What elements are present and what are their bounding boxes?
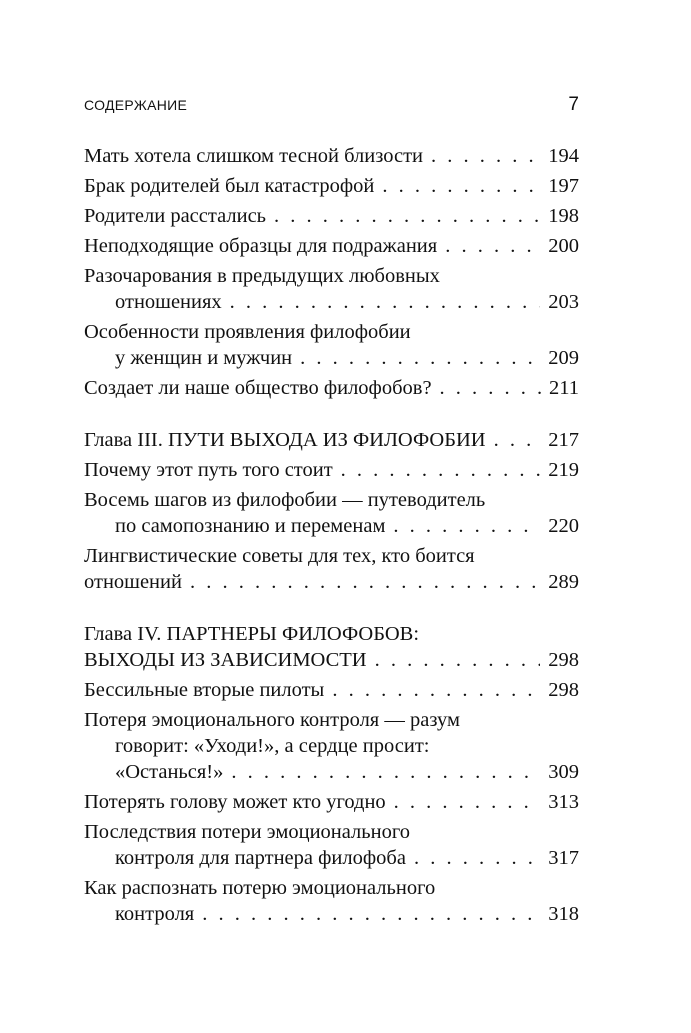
leader-dots [230, 289, 541, 315]
toc-entry-page: 197 [548, 175, 579, 197]
leader-dots [431, 143, 540, 169]
toc-entry-page: 220 [548, 515, 579, 537]
toc-entry[interactable] [84, 173, 579, 199]
leader-dots [274, 203, 540, 229]
toc-entry-title: Как распознать потерю эмоционального [84, 877, 436, 899]
leader-dots [300, 345, 540, 371]
toc-entry-page: 298 [548, 679, 579, 701]
toc-entry-page: 217 [548, 429, 579, 451]
toc-entry[interactable] [84, 543, 579, 595]
toc-entry-title-continued: у женщин и мужчин [115, 347, 293, 369]
toc-entry-title: Разочарования в предыдущих любовных [84, 265, 440, 287]
leader-dots [394, 789, 541, 815]
toc-chapter-title: Глава III. ПУТИ ВЫХОДА ИЗ ФИЛОФОБИИ [84, 429, 486, 451]
leader-dots [190, 569, 540, 595]
toc-chapter-entry[interactable] [84, 621, 579, 673]
toc-entry-title: Бессильные вторые пилоты [84, 679, 325, 701]
toc-entry[interactable] [84, 203, 579, 229]
toc-entry-title: Особенности проявления филофобии [84, 321, 411, 343]
toc-entry[interactable] [84, 487, 579, 539]
toc-entry-title: Лингвистические советы для тех, кто боится [84, 545, 475, 567]
toc-entry-title-continued: говорит: «Уходи!», а сердце просит: [115, 735, 430, 757]
toc-entry-title-continued: «Останься!» [115, 761, 224, 783]
leader-dots [202, 901, 540, 927]
toc-entry-title: Мать хотела слишком тесной близости [84, 145, 424, 167]
toc-chapter-title-continued: ВЫХОДЫ ИЗ ЗАВИСИМОСТИ [84, 649, 367, 671]
toc-entry-title: Потеря эмоционального контроля — разум [84, 709, 460, 731]
toc-entry-page: 289 [548, 571, 579, 593]
toc-chapter-entry[interactable] [84, 427, 579, 453]
leader-dots [414, 845, 540, 871]
leader-dots [231, 759, 540, 785]
toc-entry-page: 313 [548, 791, 579, 813]
toc-entry[interactable] [84, 875, 579, 927]
toc-entry[interactable] [84, 375, 579, 401]
toc-entry-page: 317 [548, 847, 579, 869]
toc-entry-page: 309 [548, 761, 579, 783]
leader-dots [382, 173, 540, 199]
toc-entry[interactable] [84, 707, 579, 785]
running-title: СОДЕРЖАНИЕ [84, 97, 188, 113]
toc-entry[interactable] [84, 319, 579, 371]
toc-entry-title-continued: отношений [84, 571, 182, 593]
toc-entry[interactable] [84, 263, 579, 315]
toc-entry[interactable] [84, 233, 579, 259]
toc-entry-title-continued: отношениях [115, 291, 222, 313]
leader-dots [332, 677, 540, 703]
toc-entry[interactable] [84, 789, 579, 815]
toc-entry-title-continued: контроля [115, 903, 195, 925]
toc-entry-title: Брак родителей был катастрофой [84, 175, 375, 197]
leader-dots [494, 427, 541, 453]
toc-entry-title-continued: контроля для партнера филофоба [115, 847, 406, 869]
leader-dots [341, 457, 541, 483]
leader-dots [375, 647, 541, 673]
toc-entry-title: Создает ли наше общество филофобов? [84, 377, 432, 399]
toc-entry-title-continued: по самопознанию и переменам [115, 515, 386, 537]
toc-entry[interactable] [84, 677, 579, 703]
toc-entry-title: Восемь шагов из филофобии — путеводитель [84, 489, 486, 511]
toc-entry-title: Родители расстались [84, 205, 267, 227]
toc-entry[interactable] [84, 457, 579, 483]
toc-entry-page: 203 [548, 291, 579, 313]
table-of-contents [84, 143, 579, 927]
toc-entry-page: 211 [549, 377, 579, 399]
toc-entry-page: 209 [548, 347, 579, 369]
toc-entry-title: Последствия потери эмоционального [84, 821, 410, 843]
leader-dots [445, 233, 540, 259]
page-header [84, 94, 579, 116]
toc-entry-page: 200 [548, 235, 579, 257]
toc-entry-page: 219 [548, 459, 579, 481]
toc-entry-page: 198 [548, 205, 579, 227]
toc-entry[interactable] [84, 819, 579, 871]
toc-entry[interactable] [84, 143, 579, 169]
toc-entry-title: Почему этот путь того стоит [84, 459, 333, 481]
toc-entry-page: 298 [548, 649, 579, 671]
toc-entry-page: 194 [548, 145, 579, 167]
toc-entry-title: Потерять голову может кто угодно [84, 791, 386, 813]
toc-chapter-title: Глава IV. ПАРТНЕРЫ ФИЛОФОБОВ: [84, 623, 420, 645]
toc-entry-title: Неподходящие образцы для подражания [84, 235, 438, 257]
leader-dots [440, 375, 541, 401]
page-number: 7 [568, 94, 579, 115]
toc-entry-page: 318 [548, 903, 579, 925]
leader-dots [393, 513, 540, 539]
